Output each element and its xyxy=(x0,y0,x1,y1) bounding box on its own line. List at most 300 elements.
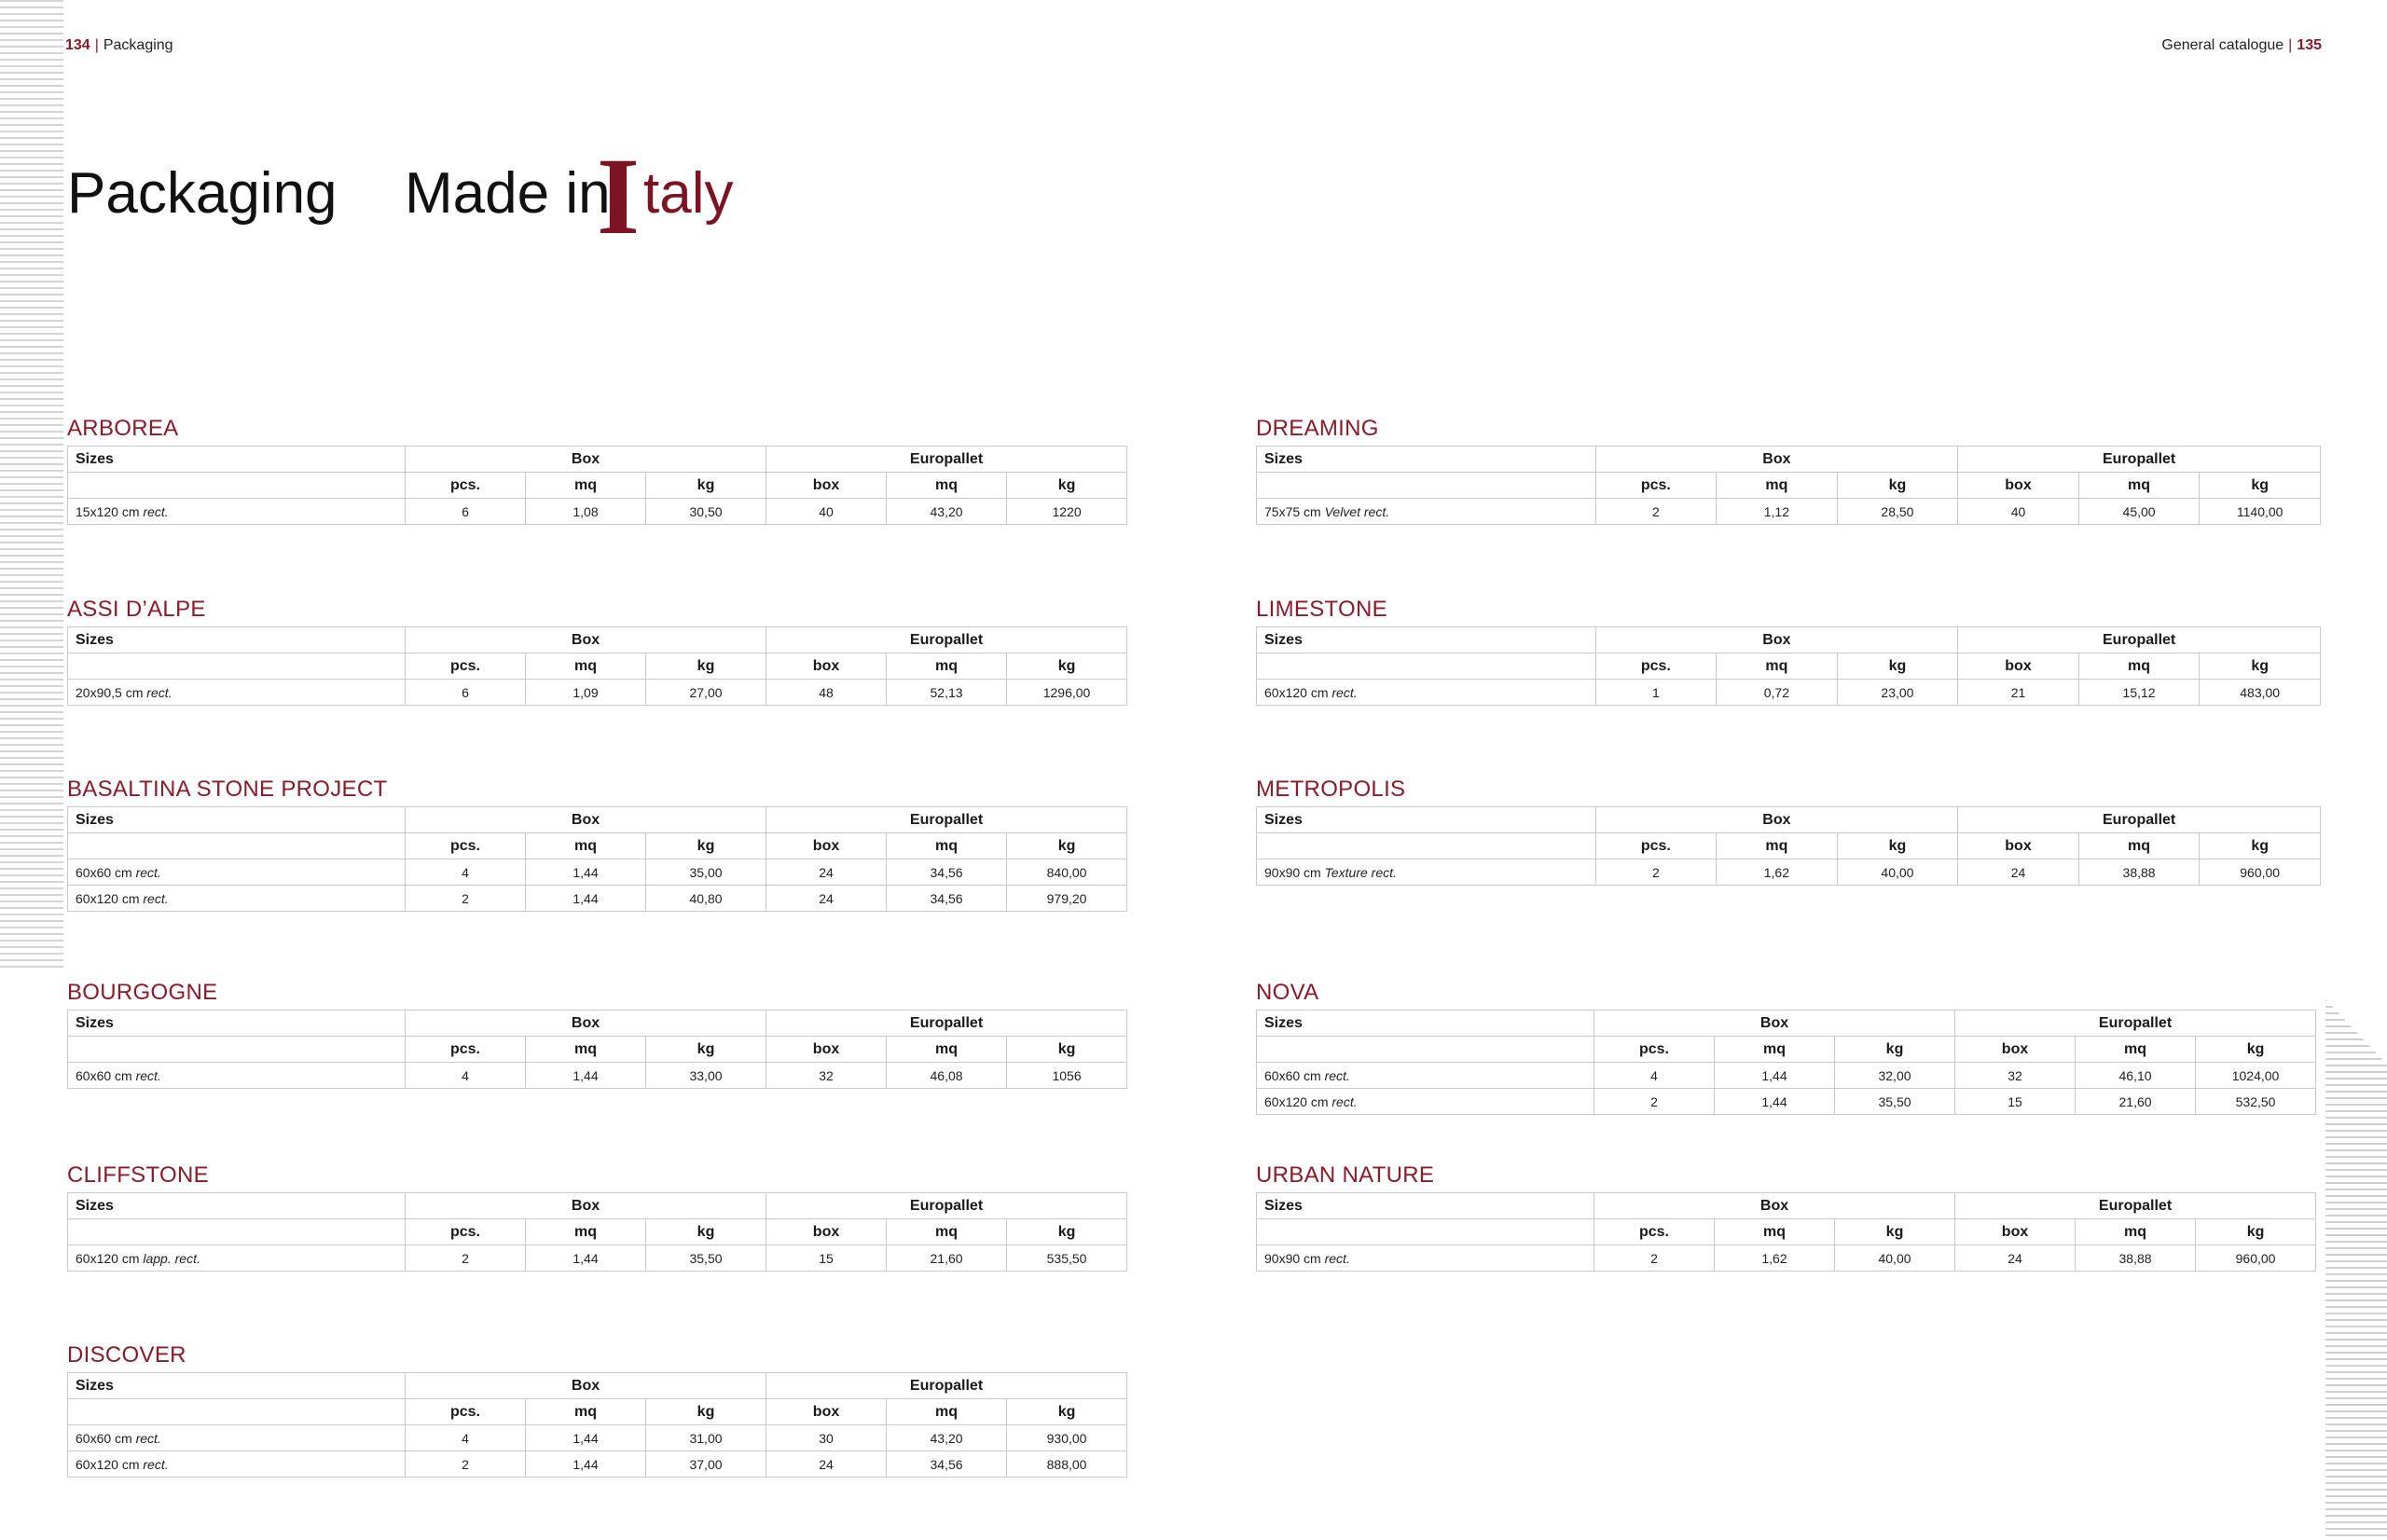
header-row xyxy=(1257,627,2321,653)
mq-header: mq xyxy=(526,1399,646,1425)
pallet-mq-cell: 34,56 xyxy=(887,886,1007,912)
sizes-header: Sizes xyxy=(68,627,406,653)
mq-header: mq xyxy=(1717,653,1838,680)
pallet-kg-header: kg xyxy=(2200,473,2321,499)
kg-cell: 40,80 xyxy=(646,886,766,912)
subheader-row xyxy=(1257,833,2321,859)
pallet-kg-cell: 960,00 xyxy=(2196,1245,2316,1272)
kg-header: kg xyxy=(646,473,766,499)
size-value: 60x60 cm xyxy=(76,1430,136,1446)
pallet-kg-cell: 1056 xyxy=(1007,1063,1127,1089)
box-header: Box xyxy=(1594,1193,1955,1219)
header-separator: | xyxy=(2288,37,2293,53)
kg-cell: 37,00 xyxy=(646,1451,766,1478)
mq-cell: 1,09 xyxy=(526,680,646,706)
table-row xyxy=(68,499,1127,525)
empty-header xyxy=(1257,473,1596,499)
box-header: Box xyxy=(406,1193,766,1219)
size-finish: rect. xyxy=(135,864,161,880)
size-cell xyxy=(1257,499,1596,525)
packaging-table xyxy=(67,1192,1127,1272)
pallet-kg-cell: 532,50 xyxy=(2196,1089,2316,1115)
pallet-box-cell: 24 xyxy=(766,1451,887,1478)
kg-cell: 40,00 xyxy=(1837,859,1958,886)
pallet-mq-cell: 52,13 xyxy=(887,680,1007,706)
pallet-mq-header: mq xyxy=(887,833,1007,859)
packaging-table xyxy=(67,1372,1127,1478)
product-name: DISCOVER xyxy=(67,1342,186,1368)
pallet-mq-cell: 21,60 xyxy=(887,1245,1007,1272)
kg-cell: 35,00 xyxy=(646,859,766,886)
sizes-header: Sizes xyxy=(68,1193,406,1219)
mq-header: mq xyxy=(1717,473,1838,499)
page-header-left xyxy=(65,37,173,54)
size-finish: rect. xyxy=(135,1067,161,1083)
size-value: 60x120 cm xyxy=(76,890,144,906)
pallet-mq-cell: 21,60 xyxy=(2076,1089,2196,1115)
pallet-kg-header: kg xyxy=(1007,473,1127,499)
size-cell xyxy=(68,499,406,525)
pcs-header: pcs. xyxy=(406,473,526,499)
empty-header xyxy=(1257,653,1596,680)
mq-header: mq xyxy=(526,833,646,859)
pallet-box-header: box xyxy=(766,1037,887,1063)
pcs-cell: 2 xyxy=(406,886,526,912)
empty-header xyxy=(68,473,406,499)
pallet-kg-header: kg xyxy=(2196,1219,2316,1245)
table-row xyxy=(1257,859,2321,886)
pallet-box-header: box xyxy=(1958,473,2079,499)
pallet-kg-cell: 979,20 xyxy=(1007,886,1127,912)
mq-cell: 1,44 xyxy=(526,1425,646,1451)
size-finish: Velvet rect. xyxy=(1324,503,1390,519)
mq-header: mq xyxy=(1715,1037,1835,1063)
empty-header xyxy=(1257,833,1596,859)
pcs-cell: 2 xyxy=(1595,859,1717,886)
europallet-header: Europallet xyxy=(766,1193,1127,1219)
pallet-kg-header: kg xyxy=(1007,833,1127,859)
table-row xyxy=(1257,680,2321,706)
header-row xyxy=(68,627,1127,653)
europallet-header: Europallet xyxy=(766,1373,1127,1399)
mq-header: mq xyxy=(526,473,646,499)
empty-header xyxy=(1257,1219,1594,1245)
pcs-cell: 4 xyxy=(406,1425,526,1451)
size-value: 20x90,5 cm xyxy=(76,684,147,700)
page-number-right: 135 xyxy=(2297,37,2322,53)
pallet-mq-cell: 38,88 xyxy=(2078,859,2200,886)
size-cell xyxy=(68,1245,406,1272)
subheader-row xyxy=(68,1219,1127,1245)
empty-header xyxy=(68,1037,406,1063)
europallet-header: Europallet xyxy=(766,807,1127,833)
product-name: NOVA xyxy=(1256,980,1319,1005)
pallet-mq-header: mq xyxy=(2076,1037,2196,1063)
size-value: 60x60 cm xyxy=(1264,1067,1325,1083)
kg-cell: 40,00 xyxy=(1835,1245,1955,1272)
pallet-mq-cell: 43,20 xyxy=(887,1425,1007,1451)
header-row xyxy=(1257,807,2321,833)
pallet-mq-header: mq xyxy=(2078,653,2200,680)
header-row xyxy=(1257,1011,2316,1037)
size-finish: rect. xyxy=(143,1456,169,1472)
kg-cell: 27,00 xyxy=(646,680,766,706)
pcs-header: pcs. xyxy=(1595,473,1717,499)
size-cell xyxy=(1257,1245,1594,1272)
product-section xyxy=(1256,416,2321,525)
box-header: Box xyxy=(1595,807,1958,833)
pallet-box-header: box xyxy=(766,1399,887,1425)
size-finish: rect. xyxy=(1324,1250,1350,1266)
pallet-box-header: box xyxy=(1958,653,2079,680)
box-header: Box xyxy=(406,1011,766,1037)
sizes-header: Sizes xyxy=(1257,807,1596,833)
pallet-box-cell: 24 xyxy=(766,886,887,912)
pallet-box-cell: 15 xyxy=(766,1245,887,1272)
pcs-cell: 4 xyxy=(406,859,526,886)
size-cell xyxy=(1257,1089,1594,1115)
size-value: 60x60 cm xyxy=(76,864,136,880)
sizes-header: Sizes xyxy=(68,447,406,473)
header-row xyxy=(1257,447,2321,473)
pallet-kg-cell: 930,00 xyxy=(1007,1425,1127,1451)
mq-header: mq xyxy=(526,1037,646,1063)
product-name: DREAMING xyxy=(1256,416,1379,441)
pallet-box-cell: 21 xyxy=(1958,680,2079,706)
kg-cell: 23,00 xyxy=(1837,680,1958,706)
subheader-row xyxy=(68,833,1127,859)
size-cell xyxy=(68,1063,406,1089)
packaging-table xyxy=(1256,1192,2316,1272)
packaging-table xyxy=(1256,446,2321,525)
packaging-table xyxy=(67,806,1127,912)
header-row xyxy=(68,1373,1127,1399)
mq-cell: 1,44 xyxy=(1715,1089,1835,1115)
table-row xyxy=(68,859,1127,886)
box-header: Box xyxy=(406,627,766,653)
pallet-box-cell: 32 xyxy=(766,1063,887,1089)
size-value: 60x60 cm xyxy=(76,1067,136,1083)
mq-cell: 1,12 xyxy=(1717,499,1838,525)
packaging-table xyxy=(1256,806,2321,886)
pallet-mq-cell: 34,56 xyxy=(887,859,1007,886)
decorative-stripes-left xyxy=(0,0,63,969)
pallet-mq-header: mq xyxy=(887,1219,1007,1245)
pallet-mq-cell: 15,12 xyxy=(2078,680,2200,706)
table-row xyxy=(1257,499,2321,525)
product-section xyxy=(1256,980,2315,1115)
pallet-kg-header: kg xyxy=(2196,1037,2316,1063)
mq-cell: 1,62 xyxy=(1715,1245,1835,1272)
sizes-header: Sizes xyxy=(68,1011,406,1037)
product-name: METROPOLIS xyxy=(1256,777,1406,802)
europallet-header: Europallet xyxy=(766,447,1127,473)
size-value: 60x120 cm xyxy=(76,1250,144,1266)
kg-header: kg xyxy=(646,1037,766,1063)
subheader-row xyxy=(68,1399,1127,1425)
pallet-kg-cell: 483,00 xyxy=(2200,680,2321,706)
pcs-cell: 2 xyxy=(406,1245,526,1272)
sizes-header: Sizes xyxy=(1257,1011,1594,1037)
mq-cell: 0,72 xyxy=(1717,680,1838,706)
kg-header: kg xyxy=(646,1399,766,1425)
size-cell xyxy=(68,1425,406,1451)
pallet-box-cell: 24 xyxy=(766,859,887,886)
pcs-cell: 4 xyxy=(406,1063,526,1089)
europallet-header: Europallet xyxy=(1958,627,2321,653)
product-name: ARBOREA xyxy=(67,416,179,441)
subheader-row xyxy=(1257,653,2321,680)
packaging-table xyxy=(67,446,1127,525)
product-name: ASSI D’ALPE xyxy=(67,597,206,622)
product-name: LIMESTONE xyxy=(1256,597,1387,622)
kg-header: kg xyxy=(1837,833,1958,859)
europallet-header: Europallet xyxy=(1958,447,2321,473)
pcs-cell: 1 xyxy=(1595,680,1717,706)
decorative-stripes-right xyxy=(2325,999,2387,1540)
page-header-right xyxy=(2161,37,2322,54)
sizes-header: Sizes xyxy=(68,1373,406,1399)
header-row xyxy=(68,1193,1127,1219)
subheader-row xyxy=(1257,473,2321,499)
europallet-header: Europallet xyxy=(1958,807,2321,833)
pallet-box-cell: 40 xyxy=(766,499,887,525)
pcs-cell: 2 xyxy=(406,1451,526,1478)
kg-header: kg xyxy=(1837,653,1958,680)
header-separator: | xyxy=(94,37,99,53)
kg-header: kg xyxy=(646,653,766,680)
size-finish: rect. xyxy=(143,503,169,519)
pallet-box-header: box xyxy=(766,833,887,859)
size-cell xyxy=(68,1451,406,1478)
made-in-italy-logo-suffix: taly xyxy=(643,161,734,226)
size-value: 60x120 cm xyxy=(76,1456,144,1472)
pallet-kg-cell: 1024,00 xyxy=(2196,1063,2316,1089)
kg-header: kg xyxy=(1835,1037,1955,1063)
europallet-header: Europallet xyxy=(766,1011,1127,1037)
box-header: Box xyxy=(1595,627,1958,653)
pallet-box-header: box xyxy=(1958,833,2079,859)
pallet-mq-header: mq xyxy=(2078,833,2200,859)
kg-cell: 33,00 xyxy=(646,1063,766,1089)
pcs-cell: 4 xyxy=(1594,1063,1715,1089)
kg-cell: 35,50 xyxy=(1835,1089,1955,1115)
pcs-header: pcs. xyxy=(1595,653,1717,680)
pallet-box-cell: 15 xyxy=(1955,1089,2076,1115)
size-finish: rect. xyxy=(135,1430,161,1446)
sizes-header: Sizes xyxy=(1257,627,1596,653)
subheader-row xyxy=(68,1037,1127,1063)
pallet-box-cell: 32 xyxy=(1955,1063,2076,1089)
pallet-kg-header: kg xyxy=(2200,833,2321,859)
empty-header xyxy=(68,653,406,680)
pallet-box-cell: 30 xyxy=(766,1425,887,1451)
kg-header: kg xyxy=(646,1219,766,1245)
pallet-kg-cell: 535,50 xyxy=(1007,1245,1127,1272)
empty-header xyxy=(68,1219,406,1245)
size-value: 60x120 cm xyxy=(1264,1093,1332,1109)
pallet-mq-cell: 46,10 xyxy=(2076,1063,2196,1089)
box-header: Box xyxy=(1594,1011,1955,1037)
kg-cell: 30,50 xyxy=(646,499,766,525)
pallet-kg-cell: 1296,00 xyxy=(1007,680,1127,706)
packaging-table xyxy=(67,1010,1127,1089)
kg-cell: 35,50 xyxy=(646,1245,766,1272)
header-row xyxy=(68,1011,1127,1037)
size-value: 15x120 cm xyxy=(76,503,144,519)
pallet-kg-cell: 1220 xyxy=(1007,499,1127,525)
mq-cell: 1,44 xyxy=(526,1063,646,1089)
size-finish: Texture rect. xyxy=(1324,864,1397,880)
product-section xyxy=(67,777,1126,912)
size-finish: rect. xyxy=(1331,1093,1358,1109)
pallet-kg-header: kg xyxy=(1007,1399,1127,1425)
pallet-mq-header: mq xyxy=(887,473,1007,499)
product-name: URBAN NATURE xyxy=(1256,1162,1435,1188)
product-section xyxy=(67,416,1126,525)
mq-cell: 1,62 xyxy=(1717,859,1838,886)
size-value: 90x90 cm xyxy=(1264,1250,1325,1266)
box-header: Box xyxy=(406,447,766,473)
sizes-header: Sizes xyxy=(1257,1193,1594,1219)
pallet-mq-header: mq xyxy=(2078,473,2200,499)
size-cell xyxy=(68,859,406,886)
size-finish: rect. xyxy=(146,684,172,700)
empty-header xyxy=(1257,1037,1594,1063)
pallet-box-header: box xyxy=(1955,1037,2076,1063)
sizes-header: Sizes xyxy=(68,807,406,833)
table-row xyxy=(68,886,1127,912)
pcs-header: pcs. xyxy=(1594,1219,1715,1245)
pallet-kg-header: kg xyxy=(1007,1219,1127,1245)
pcs-cell: 6 xyxy=(406,680,526,706)
table-row xyxy=(1257,1245,2316,1272)
table-row xyxy=(68,1063,1127,1089)
table-row xyxy=(68,680,1127,706)
pallet-box-cell: 40 xyxy=(1958,499,2079,525)
pallet-kg-cell: 888,00 xyxy=(1007,1451,1127,1478)
pallet-kg-header: kg xyxy=(1007,1037,1127,1063)
pallet-kg-cell: 1140,00 xyxy=(2200,499,2321,525)
pcs-header: pcs. xyxy=(1595,833,1717,859)
size-cell xyxy=(68,886,406,912)
table-row xyxy=(1257,1063,2316,1089)
europallet-header: Europallet xyxy=(1955,1193,2316,1219)
kg-header: kg xyxy=(1835,1219,1955,1245)
pallet-kg-header: kg xyxy=(2200,653,2321,680)
pcs-cell: 2 xyxy=(1594,1089,1715,1115)
pallet-mq-cell: 38,88 xyxy=(2076,1245,2196,1272)
kg-cell: 31,00 xyxy=(646,1425,766,1451)
kg-cell: 28,50 xyxy=(1837,499,1958,525)
kg-header: kg xyxy=(1837,473,1958,499)
product-name: CLIFFSTONE xyxy=(67,1162,209,1188)
subheader-row xyxy=(68,473,1127,499)
pallet-mq-cell: 45,00 xyxy=(2078,499,2200,525)
size-finish: rect. xyxy=(143,890,169,906)
pallet-mq-header: mq xyxy=(2076,1219,2196,1245)
box-header: Box xyxy=(406,1373,766,1399)
page-number-left: 134 xyxy=(65,37,90,53)
mq-cell: 1,44 xyxy=(526,859,646,886)
mq-cell: 1,44 xyxy=(526,1245,646,1272)
pallet-mq-cell: 43,20 xyxy=(887,499,1007,525)
made-in-italy-logo-text: Made in xyxy=(405,161,611,226)
made-in-italy-logo-letter: I xyxy=(597,135,640,257)
pallet-mq-header: mq xyxy=(887,653,1007,680)
product-name: BASALTINA STONE PROJECT xyxy=(67,777,388,802)
pcs-cell: 2 xyxy=(1595,499,1717,525)
kg-header: kg xyxy=(646,833,766,859)
sizes-header: Sizes xyxy=(1257,447,1596,473)
product-section xyxy=(1256,1162,2315,1272)
size-cell xyxy=(68,680,406,706)
size-value: 90x90 cm xyxy=(1264,864,1325,880)
packaging-table xyxy=(1256,626,2321,706)
pcs-header: pcs. xyxy=(406,1399,526,1425)
header-right-label: General catalogue xyxy=(2161,37,2284,53)
pcs-header: pcs. xyxy=(406,1219,526,1245)
pallet-box-header: box xyxy=(766,653,887,680)
box-header: Box xyxy=(1595,447,1958,473)
size-cell xyxy=(1257,680,1596,706)
size-value: 75x75 cm xyxy=(1264,503,1325,519)
pallet-kg-header: kg xyxy=(1007,653,1127,680)
packaging-table xyxy=(67,626,1127,706)
packaging-table xyxy=(1256,1010,2316,1115)
size-cell xyxy=(1257,859,1596,886)
product-name: BOURGOGNE xyxy=(67,980,218,1005)
empty-header xyxy=(68,1399,406,1425)
pallet-kg-cell: 840,00 xyxy=(1007,859,1127,886)
europallet-header: Europallet xyxy=(1955,1011,2316,1037)
header-left-label: Packaging xyxy=(103,37,173,53)
subheader-row xyxy=(1257,1037,2316,1063)
pcs-header: pcs. xyxy=(1594,1037,1715,1063)
pallet-box-cell: 48 xyxy=(766,680,887,706)
product-section xyxy=(1256,597,2321,706)
pallet-box-header: box xyxy=(1955,1219,2076,1245)
mq-cell: 1,08 xyxy=(526,499,646,525)
kg-cell: 32,00 xyxy=(1835,1063,1955,1089)
pallet-mq-cell: 46,08 xyxy=(887,1063,1007,1089)
header-row xyxy=(68,807,1127,833)
pcs-header: pcs. xyxy=(406,1037,526,1063)
box-header: Box xyxy=(406,807,766,833)
page-title: Packaging xyxy=(67,161,338,226)
product-section xyxy=(67,980,1126,1089)
table-row xyxy=(68,1245,1127,1272)
pallet-box-header: box xyxy=(766,1219,887,1245)
pallet-mq-cell: 34,56 xyxy=(887,1451,1007,1478)
pcs-header: pcs. xyxy=(406,653,526,680)
pallet-kg-cell: 960,00 xyxy=(2200,859,2321,886)
size-finish: rect. xyxy=(1331,684,1358,700)
pcs-cell: 6 xyxy=(406,499,526,525)
mq-header: mq xyxy=(526,653,646,680)
mq-header: mq xyxy=(1715,1219,1835,1245)
product-section xyxy=(1256,777,2321,886)
pallet-mq-header: mq xyxy=(887,1037,1007,1063)
product-section xyxy=(67,1162,1126,1272)
size-finish: lapp. rect. xyxy=(143,1250,200,1266)
pallet-mq-header: mq xyxy=(887,1399,1007,1425)
pallet-box-header: box xyxy=(766,473,887,499)
header-row xyxy=(1257,1193,2316,1219)
product-section xyxy=(67,597,1126,706)
empty-header xyxy=(68,833,406,859)
subheader-row xyxy=(68,653,1127,680)
